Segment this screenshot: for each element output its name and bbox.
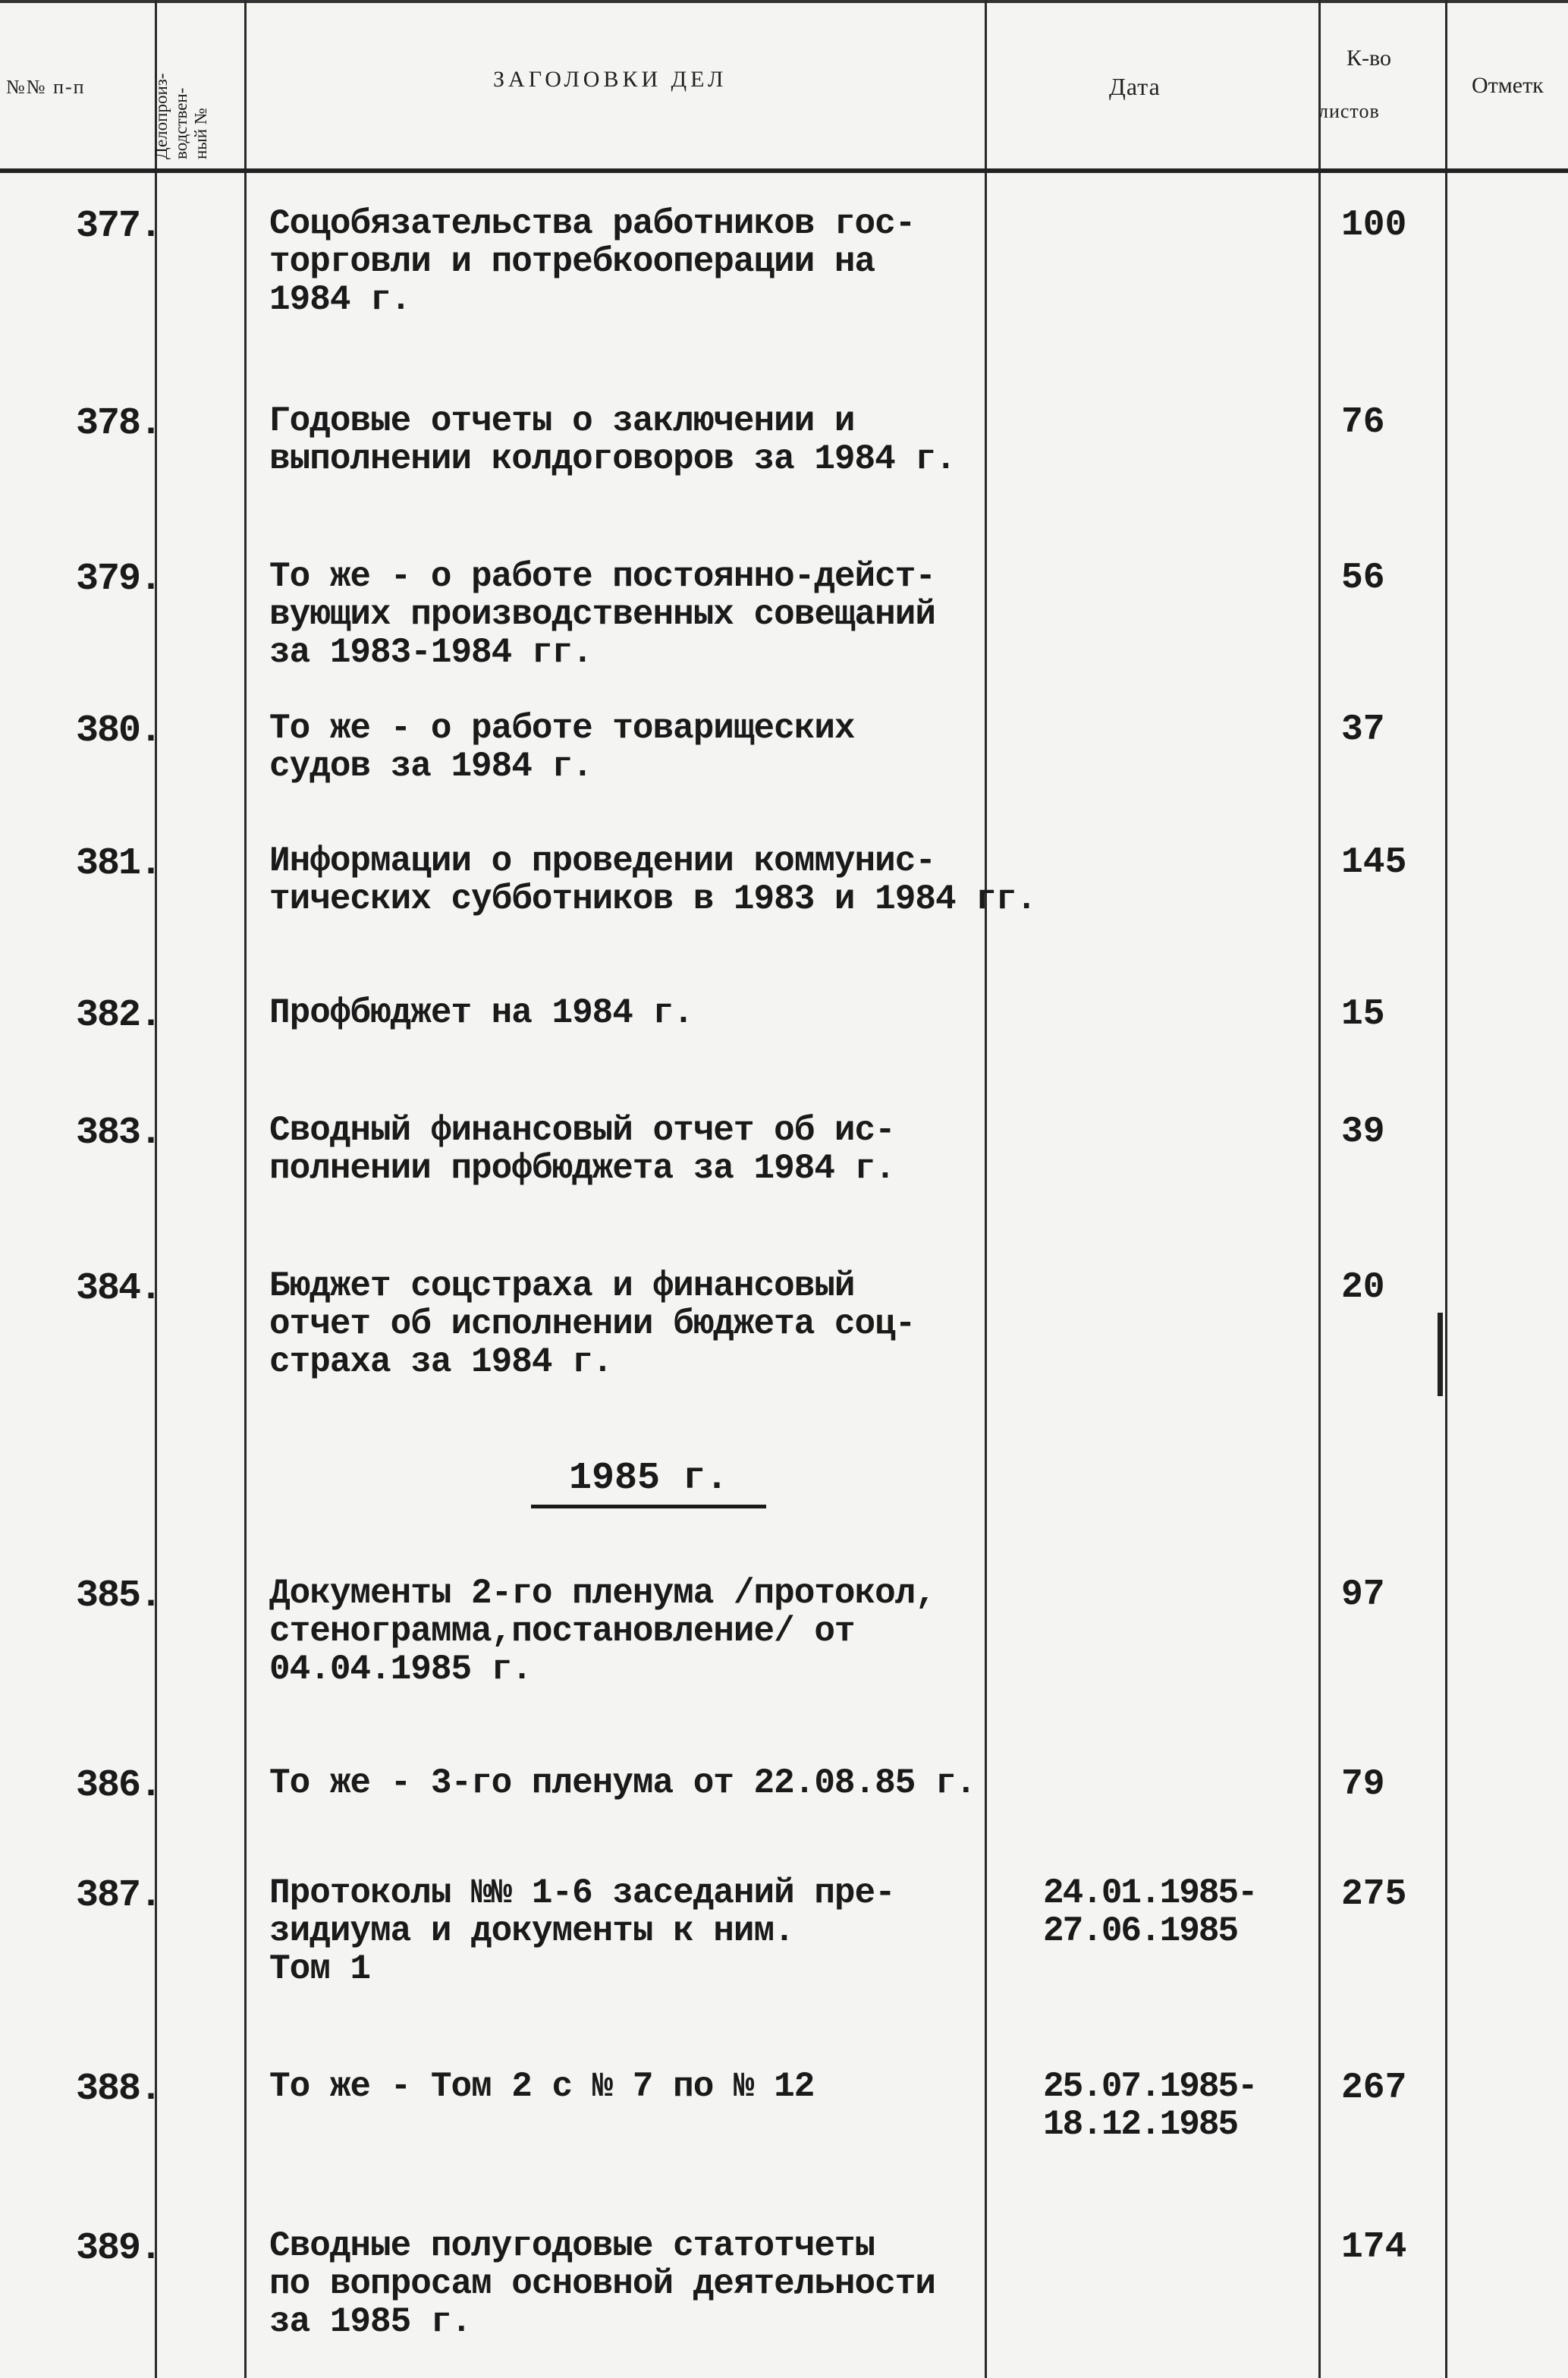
row-title: Протоколы №№ 1-6 заседаний пре- зидиума и документы к ним. Том 1 — [269, 1873, 895, 1989]
row-sheets: 275 — [1341, 1874, 1407, 1915]
margin-mark — [1438, 1313, 1443, 1396]
row-num: 377. — [76, 205, 162, 248]
row-num: 387. — [76, 1874, 162, 1917]
year-heading: 1985 г. — [531, 1457, 766, 1508]
header-office-num-text: Делопроиз- водствен- ный № — [152, 73, 210, 159]
row-sheets: 20 — [1341, 1267, 1385, 1308]
row-title: То же - Том 2 с № 7 по № 12 — [269, 2067, 815, 2106]
row-title: То же - о работе товарищеских судов за 1984 г. — [269, 709, 855, 786]
column-divider — [1318, 0, 1321, 2378]
row-sheets: 56 — [1341, 558, 1385, 599]
row-num: 385. — [76, 1574, 162, 1618]
row-sheets: 39 — [1341, 1112, 1385, 1153]
row-num: 382. — [76, 994, 162, 1037]
header-sheets-2: листов — [1318, 100, 1380, 122]
header-office-num — [152, 0, 235, 159]
row-title: Соцобязательства работников гос- торговли и потребкооперации на 1984 г. — [269, 204, 916, 319]
row-sheets: 145 — [1341, 842, 1407, 883]
row-sheets: 100 — [1341, 205, 1407, 246]
row-sheets: 37 — [1341, 709, 1385, 750]
column-divider — [1445, 0, 1447, 2378]
row-num: 388. — [76, 2068, 162, 2111]
row-sheets: 174 — [1341, 2227, 1407, 2268]
row-num: 378. — [76, 402, 162, 445]
row-title: Бюджет соцстраха и финансовый отчет об исполнении бюджета соц- страха за 1984 г. — [269, 1266, 916, 1382]
row-title: То же - 3-го пленума от 22.08.85 г. — [269, 1763, 976, 1803]
row-date: 25.07.1985- 18.12.1985 — [1043, 2067, 1257, 2144]
header-num: №№ п-п — [6, 76, 86, 98]
row-sheets: 97 — [1341, 1574, 1385, 1615]
row-title: Документы 2-го пленума /протокол, стенограмма,постановление/ от 04.04.1985 г. — [269, 1574, 935, 1689]
row-num: 379. — [76, 558, 162, 601]
row-title: Сводный финансовый отчет об ис- полнении профбюджета за 1984 г. — [269, 1111, 895, 1188]
row-num: 389. — [76, 2227, 162, 2270]
row-sheets: 15 — [1341, 994, 1385, 1035]
header-divider — [0, 168, 1568, 173]
header-date: Дата — [1109, 73, 1161, 100]
row-title: Годовые отчеты о заключении и выполнении колдоговоров за 1984 г. — [269, 401, 956, 479]
column-divider — [244, 0, 247, 2378]
row-title: Профбюджет на 1984 г. — [269, 993, 693, 1033]
column-divider — [985, 0, 987, 2378]
row-sheets: 267 — [1341, 2068, 1407, 2109]
row-num: 386. — [76, 1764, 162, 1807]
header-sheets-1: К-во — [1346, 46, 1391, 71]
row-title: То же - о работе постоянно-дейст- вующих производственных совещаний за 1983-1984 гг. — [269, 557, 935, 672]
row-num: 384. — [76, 1267, 162, 1310]
top-border — [0, 0, 1568, 3]
row-date: 24.01.1985- 27.06.1985 — [1043, 1873, 1257, 1951]
row-num: 383. — [76, 1112, 162, 1155]
header-titles: ЗАГОЛОВКИ ДЕЛ — [493, 67, 727, 92]
row-num: 380. — [76, 709, 162, 753]
row-num: 381. — [76, 842, 162, 885]
column-divider — [155, 0, 157, 2378]
row-sheets: 79 — [1341, 1764, 1385, 1805]
row-sheets: 76 — [1341, 402, 1385, 443]
row-title: Сводные полугодовые статотчеты по вопросам основной деятельности за 1985 г. — [269, 2226, 935, 2342]
row-title: Информации о проведении коммунис- тических субботников в 1983 и 1984 гг. — [269, 841, 1036, 919]
header-notes: Отметк — [1472, 73, 1544, 98]
